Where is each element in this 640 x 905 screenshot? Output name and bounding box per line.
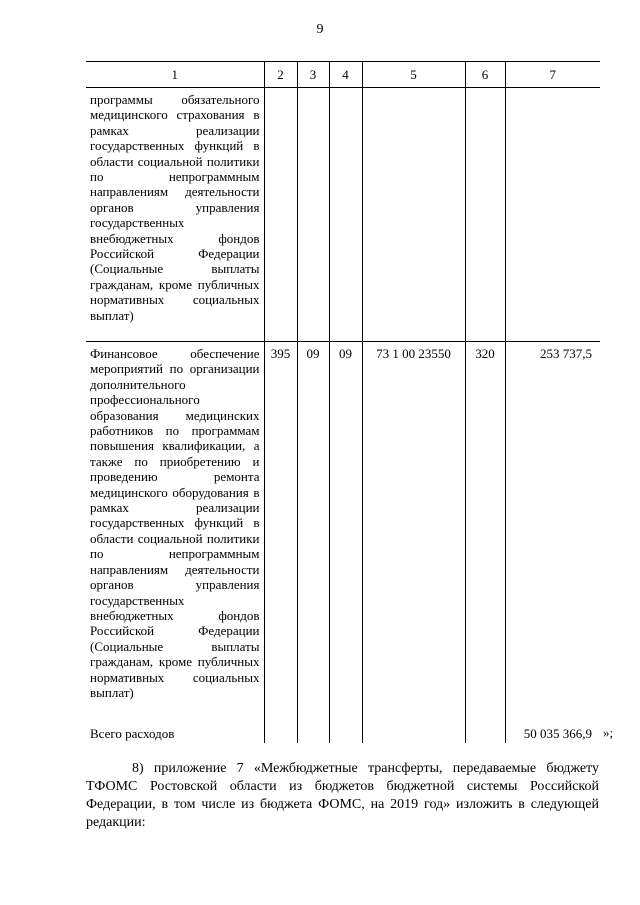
column-header: 1 <box>86 62 264 88</box>
row-cell <box>297 88 329 342</box>
row-cell <box>362 88 465 342</box>
table-row <box>86 342 600 723</box>
row-cell <box>264 88 297 342</box>
row-cell: 09 <box>297 342 329 723</box>
row-cell <box>297 723 329 743</box>
total-row <box>86 723 600 743</box>
row-cell <box>505 88 600 342</box>
amendment-paragraph: 8) приложение 7 «Межбюджетные трансферты, передаваемые бюджету ТФОМС Ростовской области из бюджетов бюджетной системы Российской Федерации, в том числе из бюджета ФОМС, на 2019 год» изложить в следующей редакции: <box>86 761 599 830</box>
column-header: 7 <box>505 62 600 88</box>
row-cell <box>329 88 362 342</box>
row-description: Финансовое обеспечение мероприятий по организации дополнительного профессионального образования медицинских работников по программам повышения квалификации, а также по приобретению и проведению ремонта медицинского оборудования в рамках реализации государственных функций в области социальной политики по непрограммным направлениям деятельности органов управления государственных внебюджетных фондов Российской Федерации (Социальные выплаты гражданам, кроме публичных нормативных социальных выплат) <box>86 342 264 723</box>
column-header: 5 <box>362 62 465 88</box>
row-description: программы обязательного медицинского страхования в рамках реализации государственных функций в области социальной политики по непрограммным направлениям деятельности органов управления государственных внебюджетных фондов Российской Федерации (Социальные выплаты гражданам, кроме публичных нормативных социальных выплат) <box>90 92 260 323</box>
column-header: 6 <box>465 62 505 88</box>
row-cell <box>362 723 465 743</box>
total-value: 50 035 366,9 <box>505 723 600 743</box>
row-cell: 253 737,5 <box>505 342 600 723</box>
row-cell <box>329 723 362 743</box>
row-cell: 09 <box>329 342 362 723</box>
row-cell: 73 1 00 23550 <box>362 342 465 723</box>
row-cell <box>465 88 505 342</box>
total-label: Всего расходов <box>90 725 175 741</box>
budget-table <box>86 61 600 743</box>
column-header: 2 <box>264 62 297 88</box>
column-header: 4 <box>329 62 362 88</box>
column-header: 3 <box>297 62 329 88</box>
row-cell <box>465 723 505 743</box>
table-header-row <box>86 62 600 88</box>
closing-quote-mark: »; <box>603 725 614 740</box>
row-cell: 395 <box>264 342 297 723</box>
table-row <box>86 88 600 342</box>
row-cell <box>264 723 297 743</box>
row-cell: 320 <box>465 342 505 723</box>
page-number: 9 <box>316 22 324 37</box>
